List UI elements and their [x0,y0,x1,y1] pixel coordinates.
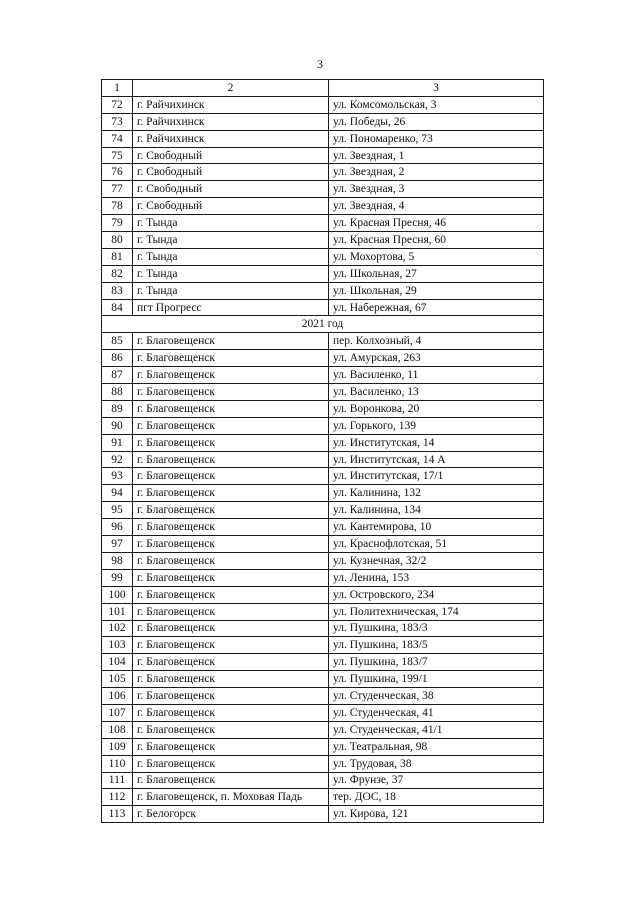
row-city: г. Благовещенск [133,772,329,789]
row-address: ул. Фрунзе, 37 [329,772,544,789]
row-city: г. Тында [133,232,329,249]
row-number: 94 [102,485,133,502]
row-number: 89 [102,400,133,417]
column-header-number: 1 [102,80,133,97]
row-number: 83 [102,282,133,299]
table-row [102,350,544,367]
row-city: г. Благовещенск [133,586,329,603]
row-city: г. Тында [133,215,329,232]
row-address: ул. Звездная, 2 [329,164,544,181]
row-number: 88 [102,384,133,401]
address-table-body [102,80,544,823]
row-city: г. Белогорск [133,806,329,823]
row-number: 76 [102,164,133,181]
row-address: ул. Набережная, 67 [329,299,544,316]
table-row [102,637,544,654]
table-row [102,519,544,536]
table-row [102,806,544,823]
row-address: ул. Институтская, 14 А [329,451,544,468]
table-row [102,130,544,147]
table-row [102,400,544,417]
row-address: ул. Василенко, 11 [329,367,544,384]
row-address: ул. Студенческая, 41 [329,704,544,721]
row-number: 72 [102,96,133,113]
row-city: г. Благовещенск [133,738,329,755]
table-row [102,586,544,603]
row-city: г. Благовещенск [133,637,329,654]
table-row [102,181,544,198]
row-city: г. Свободный [133,164,329,181]
table-row [102,282,544,299]
row-address: ул. Мохортова, 5 [329,248,544,265]
table-row [102,485,544,502]
row-city: г. Благовещенск [133,485,329,502]
page-number: 3 [317,57,323,71]
row-number: 75 [102,147,133,164]
table-row [102,299,544,316]
row-number: 73 [102,113,133,130]
row-address: ул. Политехническая, 174 [329,603,544,620]
row-address: ул. Институтская, 14 [329,434,544,451]
row-city: пгт Прогресс [133,299,329,316]
row-address: ул. Студенческая, 38 [329,688,544,705]
row-city: г. Благовещенск [133,536,329,553]
row-address: ул. Калинина, 134 [329,502,544,519]
row-number: 102 [102,620,133,637]
row-address: ул. Краснофлотская, 51 [329,536,544,553]
row-number: 92 [102,451,133,468]
row-number: 108 [102,721,133,738]
row-address: ул. Институтская, 17/1 [329,468,544,485]
table-row [102,96,544,113]
row-city: г. Тында [133,265,329,282]
table-row [102,384,544,401]
table-row [102,721,544,738]
row-number: 105 [102,671,133,688]
row-number: 95 [102,502,133,519]
row-address: ул. Звездная, 4 [329,198,544,215]
row-city: г. Благовещенск [133,502,329,519]
row-number: 101 [102,603,133,620]
table-row [102,603,544,620]
row-address: ул. Красная Пресня, 60 [329,232,544,249]
table-row [102,536,544,553]
row-city: г. Благовещенск [133,400,329,417]
table-row [102,789,544,806]
table-row [102,113,544,130]
row-city: г. Благовещенск [133,434,329,451]
row-number: 82 [102,265,133,282]
row-address: ул. Кузнечная, 32/2 [329,552,544,569]
row-address: ул. Пушкина, 183/7 [329,654,544,671]
table-row [102,688,544,705]
table-row [102,468,544,485]
row-city: г. Благовещенск [133,755,329,772]
table-row [102,704,544,721]
row-city: г. Райчихинск [133,113,329,130]
row-address: ул. Амурская, 263 [329,350,544,367]
row-address: ул. Воронкова, 20 [329,400,544,417]
row-city: г. Благовещенск [133,367,329,384]
column-header-address: 3 [329,80,544,97]
row-city: г. Благовещенск [133,519,329,536]
row-address: ул. Островского, 234 [329,586,544,603]
row-city: г. Благовещенск [133,468,329,485]
row-number: 103 [102,637,133,654]
table-row [102,333,544,350]
row-city: г. Благовещенск [133,569,329,586]
table-row [102,164,544,181]
row-number: 107 [102,704,133,721]
row-address: ул. Звездная, 3 [329,181,544,198]
row-number: 91 [102,434,133,451]
row-address: ул. Кантемирова, 10 [329,519,544,536]
row-number: 74 [102,130,133,147]
row-number: 111 [102,772,133,789]
table-row [102,232,544,249]
row-number: 77 [102,181,133,198]
row-city: г. Благовещенск [133,384,329,401]
table-row [102,451,544,468]
table-row [102,215,544,232]
table-row [102,569,544,586]
row-city: г. Благовещенск [133,603,329,620]
column-header-row [102,80,544,97]
row-address: ул. Трудовая, 38 [329,755,544,772]
row-number: 79 [102,215,133,232]
row-city: г. Благовещенск [133,721,329,738]
row-number: 99 [102,569,133,586]
row-city: г. Свободный [133,198,329,215]
row-city: г. Благовещенск [133,688,329,705]
table-row [102,620,544,637]
row-city: г. Благовещенск [133,671,329,688]
row-city: г. Благовещенск [133,704,329,721]
row-city: г. Райчихинск [133,96,329,113]
table-row [102,147,544,164]
row-address: тер. ДОС, 18 [329,789,544,806]
row-city: г. Райчихинск [133,130,329,147]
table-row [102,367,544,384]
column-header-city: 2 [133,80,329,97]
table-row [102,502,544,519]
row-address: ул. Горького, 139 [329,417,544,434]
row-address: ул. Звездная, 1 [329,147,544,164]
row-city: г. Тында [133,282,329,299]
year-label: 2021 год [102,316,544,333]
row-address: ул. Ленина, 153 [329,569,544,586]
row-number: 110 [102,755,133,772]
row-address: ул. Школьная, 27 [329,265,544,282]
row-number: 112 [102,789,133,806]
row-address: ул. Пушкина, 199/1 [329,671,544,688]
row-city: г. Благовещенск [133,620,329,637]
row-number: 81 [102,248,133,265]
table-row [102,434,544,451]
row-address: ул. Студенческая, 41/1 [329,721,544,738]
row-address: ул. Пушкина, 183/3 [329,620,544,637]
year-separator-row [102,316,544,333]
row-address: ул. Победы, 26 [329,113,544,130]
row-city: г. Благовещенск [133,654,329,671]
address-table [101,79,544,823]
row-number: 84 [102,299,133,316]
row-city: г. Тында [133,248,329,265]
row-city: г. Благовещенск [133,350,329,367]
row-number: 87 [102,367,133,384]
row-number: 113 [102,806,133,823]
table-row [102,417,544,434]
table-row [102,738,544,755]
row-number: 93 [102,468,133,485]
row-number: 85 [102,333,133,350]
row-address: ул. Пушкина, 183/5 [329,637,544,654]
row-number: 98 [102,552,133,569]
row-number: 80 [102,232,133,249]
row-number: 96 [102,519,133,536]
row-address: ул. Калинина, 132 [329,485,544,502]
row-number: 90 [102,417,133,434]
row-address: ул. Красная Пресня, 46 [329,215,544,232]
row-number: 106 [102,688,133,705]
row-address: ул. Театральная, 98 [329,738,544,755]
table-row [102,755,544,772]
row-city: г. Свободный [133,147,329,164]
table-row [102,265,544,282]
row-number: 78 [102,198,133,215]
row-address: ул. Комсомольская, 3 [329,96,544,113]
table-row [102,552,544,569]
table-row [102,772,544,789]
row-city: г. Благовещенск [133,417,329,434]
row-city: г. Благовещенск [133,333,329,350]
row-number: 109 [102,738,133,755]
row-city: г. Благовещенск [133,451,329,468]
table-row [102,198,544,215]
row-city: г. Свободный [133,181,329,198]
table-row [102,671,544,688]
row-number: 86 [102,350,133,367]
row-address: ул. Пономаренко, 73 [329,130,544,147]
table-row [102,654,544,671]
row-address: ул. Василенко, 13 [329,384,544,401]
table-row [102,248,544,265]
row-city: г. Благовещенск [133,552,329,569]
row-address: ул. Школьная, 29 [329,282,544,299]
row-number: 100 [102,586,133,603]
row-city: г. Благовещенск, п. Моховая Падь [133,789,329,806]
row-address: пер. Колхозный, 4 [329,333,544,350]
row-number: 97 [102,536,133,553]
row-number: 104 [102,654,133,671]
row-address: ул. Кирова, 121 [329,806,544,823]
